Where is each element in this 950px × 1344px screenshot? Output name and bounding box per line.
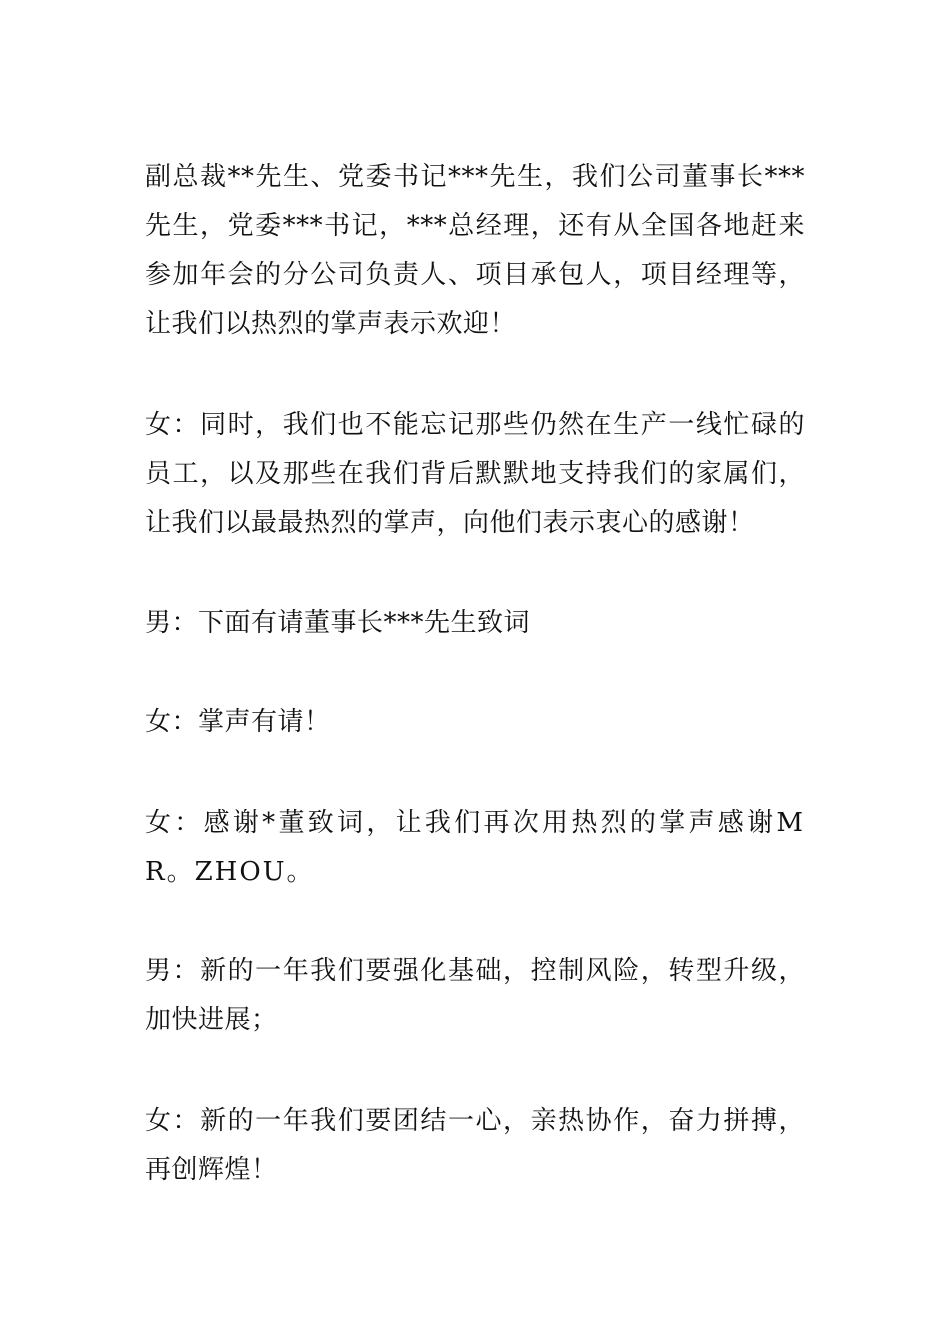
paragraph-new-year-female: 女：新的一年我们要团结一心，亲热协作，奋力拼搏，再创辉煌！ — [145, 1106, 805, 1185]
paragraph-thanks-staff: 女：同时，我们也不能忘记那些仍然在生产一线忙碌的员工，以及那些在我们背后默默地支持我们的家属们，让我们以最最热烈的掌声，向他们表示衷心的感谢！ — [145, 410, 805, 538]
paragraph-applause: 女：掌声有请！ — [145, 707, 331, 737]
paragraph-invite-chairman: 男：下面有请董事长***先生致词 — [145, 608, 531, 638]
paragraph-thanks-speech: 女：感谢*董致词，让我们再次用热烈的掌声感谢MR。ZHOU。 — [145, 808, 805, 887]
paragraph-welcome: 副总裁**先生、党委书记***先生，我们公司董事长***先生，党委***书记，***总经理，还有从全国各地赶来参加年会的分公司负责人、项目承包人，项目经理等，让我们以热烈的掌声表示欢迎！ — [145, 162, 805, 339]
paragraph-new-year-male: 男：新的一年我们要强化基础，控制风险，转型升级，加快进展； — [145, 956, 805, 1035]
